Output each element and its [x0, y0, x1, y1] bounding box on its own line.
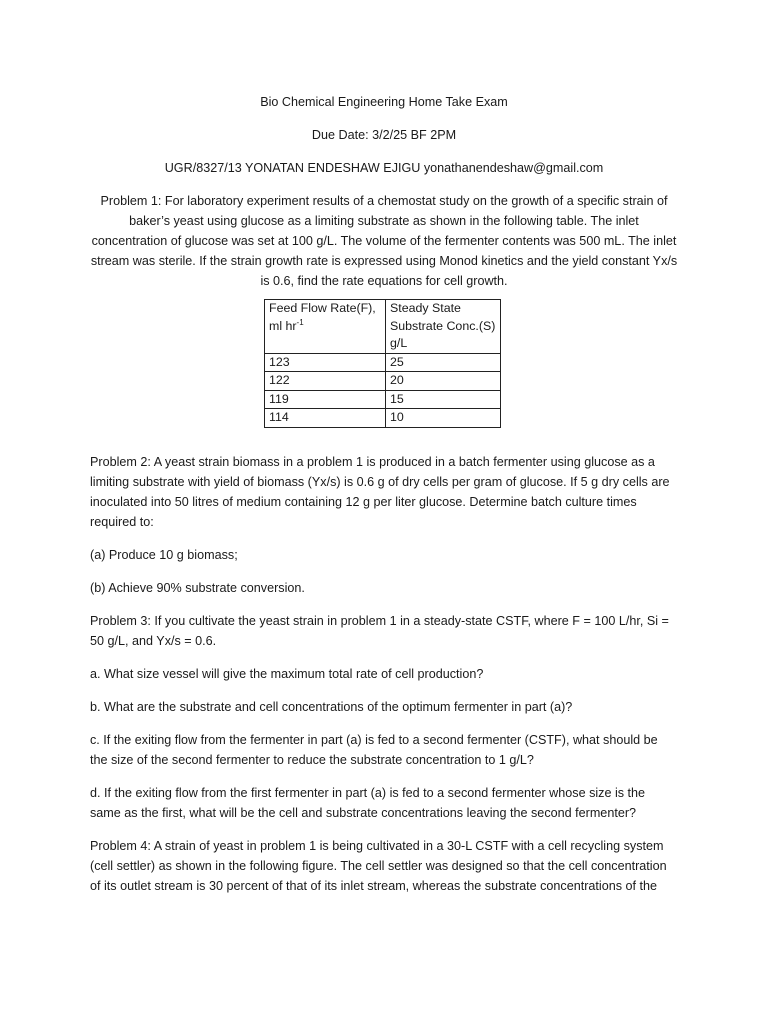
- column-header-feed-flow: [265, 300, 386, 354]
- substrate-header-line3: g/L: [390, 336, 408, 350]
- problem-3-part-d: d. If the exiting flow from the first fermenter in part (a) is fed to a second fermenter whose size is the same as the first, what will be the cell and substrate concentrations leaving the second fermenter?: [90, 785, 646, 820]
- student-info: UGR/8327/13 YONATAN ENDESHAW EJIGU yonathanendeshaw@gmail.com: [164, 161, 604, 175]
- feed-flow-header-exponent: -1: [296, 317, 304, 327]
- problem-4-text: Problem 4: A strain of yeast in problem 1 is being cultivated in a 30-L CSTF with a cell recycling system (cell settler) as shown in the following figure. The cell settler was designed so that the cell concentration of its outlet stream is 30 percent of that of its inlet stream, whereas the substrate concentrations of the: [90, 838, 667, 893]
- table-row: [265, 390, 501, 409]
- document-title: Bio Chemical Engineering Home Take Exam: [260, 95, 508, 109]
- problem-1-text: Problem 1: For laboratory experiment results of a chemostat study on the growth of a specific strain of baker’s yeast using glucose as a limiting substrate as shown in the following table. The inlet concentration of glucose was set at 100 g/L. The volume of the fermenter contents was 500 mL. The inlet stream was sterile. If the strain growth rate is expressed using Monod kinetics and the yield constant Yx/s is 0.6, find the rate equations for cell growth.: [90, 194, 678, 288]
- due-date: Due Date: 3/2/25 BF 2PM: [311, 128, 457, 142]
- document-page: [90, 92, 678, 896]
- feed-flow-cell: 119: [265, 390, 386, 409]
- problem-3-part-b: b. What are the substrate and cell concentrations of the optimum fermenter in part (a)?: [90, 699, 573, 714]
- feed-flow-cell: 114: [265, 409, 386, 428]
- feed-flow-cell: 123: [265, 353, 386, 372]
- feed-flow-cell: 122: [265, 372, 386, 391]
- table-row: [265, 353, 501, 372]
- problem-2-text: Problem 2: A yeast strain biomass in a problem 1 is produced in a batch fermenter using glucose as a limiting substrate with yield of biomass (Yx/s) is 0.6 g of dry cells per gram of glucose. If 5 g dry cells are inoculated into 50 litres of medium containing 12 g per liter glucose. Determine batch culture times required to:: [90, 454, 670, 529]
- table-row: [265, 372, 501, 391]
- substrate-conc-cell: 20: [386, 372, 501, 391]
- substrate-header-line2: Substrate Conc.(S): [390, 318, 496, 333]
- substrate-header-line1: Steady State: [390, 301, 461, 315]
- substrate-conc-cell: 25: [386, 353, 501, 372]
- column-header-substrate-conc: [386, 300, 501, 354]
- table-header-row: [265, 300, 501, 354]
- problem-3-text: Problem 3: If you cultivate the yeast strain in problem 1 in a steady-state CSTF, where F = 100 L/hr, Si = 50 g/L, and Yx/s = 0.6.: [90, 613, 669, 648]
- problem-2-part-b: (b) Achieve 90% substrate conversion.: [90, 580, 305, 595]
- feed-flow-header-line1: Feed Flow Rate(F),: [269, 301, 376, 315]
- feed-flow-header-line2: ml hr: [269, 318, 297, 333]
- substrate-conc-cell: 10: [386, 409, 501, 428]
- table-row: [265, 409, 501, 428]
- substrate-conc-cell: 15: [386, 390, 501, 409]
- chemostat-data-table: [264, 299, 501, 428]
- problem-3-part-c: c. If the exiting flow from the fermenter in part (a) is fed to a second fermenter (CSTF), what should be the size of the second fermenter to reduce the substrate concentration to 1 g/L?: [90, 732, 658, 767]
- problem-2-part-a: (a) Produce 10 g biomass;: [90, 547, 238, 562]
- problem-3-part-a: a. What size vessel will give the maximum total rate of cell production?: [90, 666, 484, 681]
